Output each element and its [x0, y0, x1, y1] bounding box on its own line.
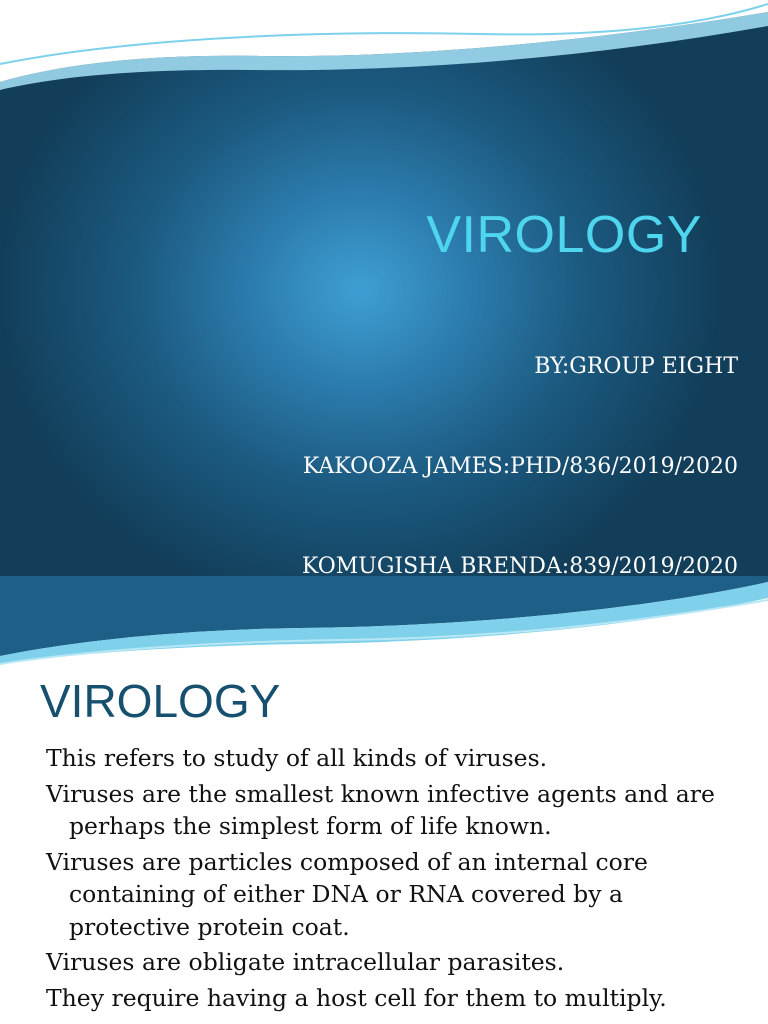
wave-decoration-top: [0, 0, 768, 100]
author-list: [158, 284, 738, 576]
body-paragraph: Viruses are the smallest known infective agents and are perhaps the simplest form of life known.: [46, 779, 715, 840]
body-paragraph: Viruses are particles composed of an internal core containing of either DNA or RNA covered by a protective protein coat.: [46, 847, 648, 941]
body-paragraph: This refers to study of all kinds of viruses.: [46, 744, 548, 772]
author-line: KOMUGISHA BRENDA:839/2019/2020: [301, 553, 738, 576]
author-line: KAKOOZA JAMES:PHD/836/2019/2020: [302, 454, 738, 480]
author-line: BY:GROUP EIGHT: [534, 354, 738, 380]
slide-body: [46, 742, 751, 1017]
body-paragraph: They require having a host cell for them to multiply.: [46, 983, 667, 1012]
body-paragraph: Viruses are obligate intracellular parasites.: [46, 948, 565, 976]
slide-title: VIROLOGY: [40, 675, 281, 727]
presentation-title: VIROLOGY: [426, 206, 702, 264]
slide-2: [0, 576, 768, 1024]
wave-decoration-slide2: [0, 576, 768, 666]
